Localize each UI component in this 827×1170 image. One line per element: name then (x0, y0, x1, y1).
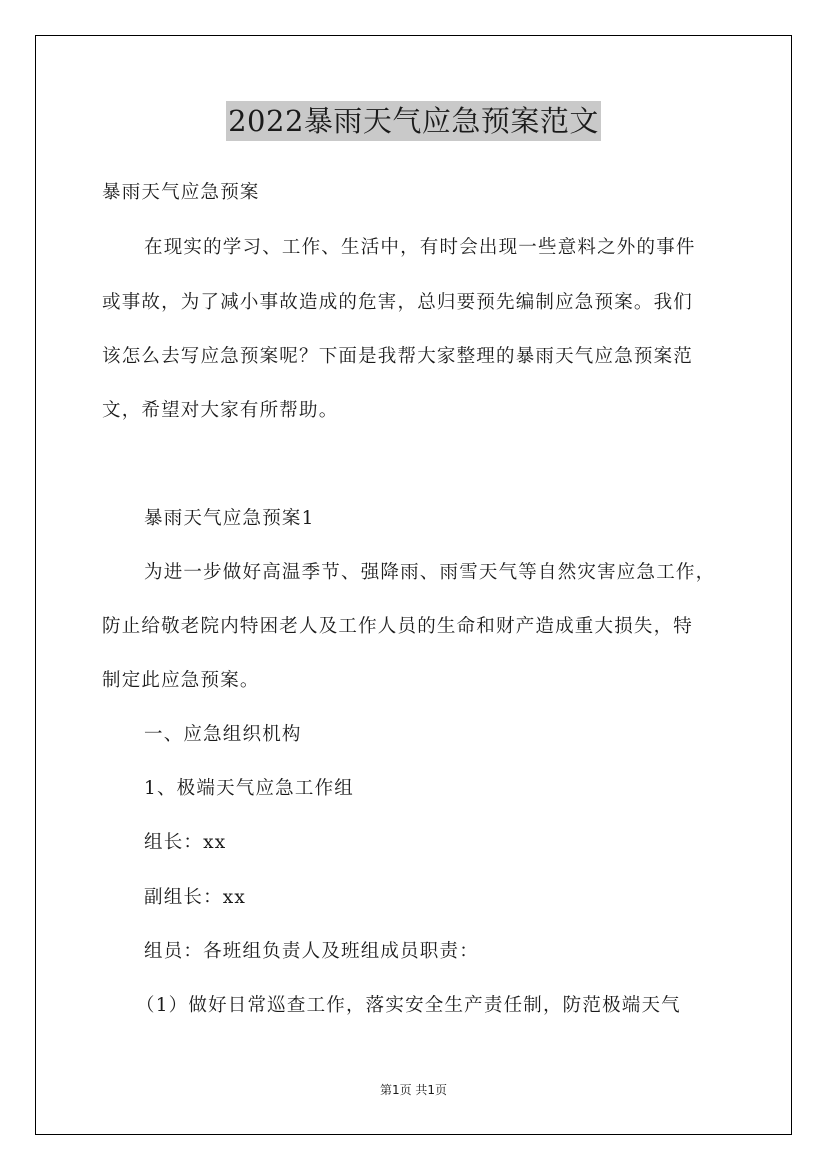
group-heading: 1、极端天气应急工作组 (144, 778, 354, 799)
intro-line-1: 在现实的学习、工作、生活中，有时会出现一些意料之外的事件 (144, 237, 696, 258)
duty-line-1: （1）做好日常巡查工作，落实安全生产责任制，防范极端天气 (136, 995, 681, 1016)
document-title: 2022暴雨天气应急预案范文 (226, 101, 601, 141)
org-heading: 一、应急组织机构 (144, 724, 302, 745)
section-heading: 暴雨天气应急预案1 (144, 508, 315, 529)
title-container (0, 101, 827, 141)
section-line-2: 防止给敬老院内特困老人及工作人员的生命和财产造成重大损失，特 (102, 616, 694, 637)
members-line: 组员：各班组负责人及班组成员职责： (144, 941, 479, 962)
intro-line-3: 该怎么去写应急预案呢？下面是我帮大家整理的暴雨天气应急预案范 (102, 346, 694, 367)
intro-line-4: 文，希望对大家有所帮助。 (102, 400, 339, 421)
section-line-3: 制定此应急预案。 (102, 670, 260, 691)
section-line-1: 为进一步做好高温季节、强降雨、雨雪天气等自然灾害应急工作， (144, 562, 716, 583)
intro-line-2: 或事故，为了减小事故造成的危害，总归要预先编制应急预案。我们 (102, 292, 694, 313)
leader-line: 组长：xx (144, 832, 227, 853)
subtitle: 暴雨天气应急预案 (102, 182, 260, 203)
page-indicator: 第1页 共1页 (379, 1083, 448, 1097)
deputy-leader-line: 副组长：xx (144, 887, 247, 908)
